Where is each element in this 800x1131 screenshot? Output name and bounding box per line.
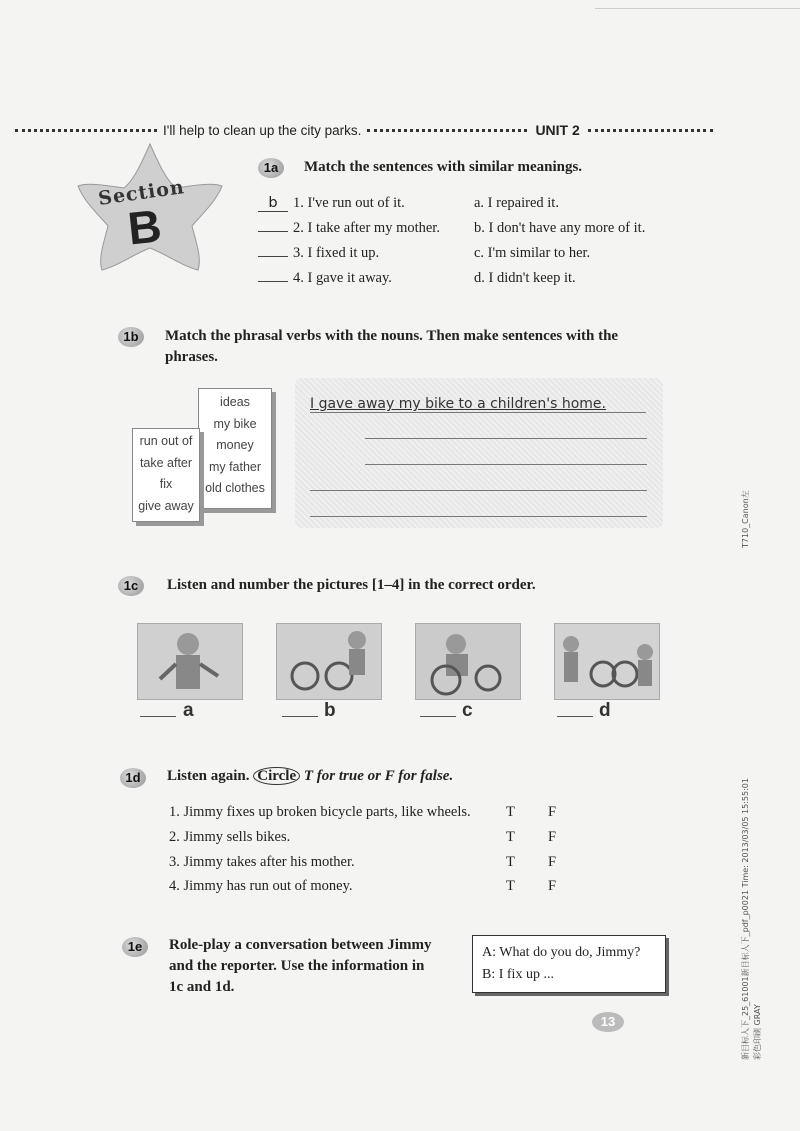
- instruction-1b-line2: phrases.: [165, 349, 218, 365]
- false-option-3[interactable]: F: [548, 854, 557, 870]
- badge-1d: 1d: [120, 768, 146, 788]
- badge-1a: 1a: [258, 158, 284, 178]
- noun: ideas: [220, 395, 250, 409]
- side-mark-3: 彩色印刷 GRAY: [753, 1004, 762, 1060]
- picture-b-label: b: [324, 700, 336, 721]
- phrasal-verb: fix: [159, 477, 173, 491]
- instruction-1e-line1: Role-play a conversation between Jimmy: [169, 937, 432, 953]
- picture-a-label: a: [183, 700, 194, 721]
- nouns-box: [198, 388, 272, 509]
- item-text: 2. I take after my mother.: [293, 220, 440, 236]
- instruction-1d-post: T for true or F for false.: [303, 768, 454, 784]
- true-option-2[interactable]: T: [506, 829, 515, 845]
- match-item-4: [258, 270, 392, 287]
- true-option-4[interactable]: T: [506, 878, 515, 894]
- statement-3: 3. Jimmy takes after his mother.: [169, 854, 355, 870]
- verbs-box: [132, 428, 200, 522]
- picture-d: [554, 623, 660, 700]
- dialog-line-a: A: What do you do, Jimmy?: [482, 945, 641, 960]
- phrasal-verb: run out of: [139, 434, 193, 448]
- picture-b-blank[interactable]: [282, 716, 318, 717]
- picture-d-blank[interactable]: [557, 716, 593, 717]
- match-option-c: c. I'm similar to her.: [474, 245, 591, 261]
- unit-label: UNIT 2: [535, 122, 580, 138]
- match-item-3: [258, 245, 379, 262]
- picture-a: [137, 623, 243, 700]
- section-b-star: [76, 142, 224, 274]
- answer-blank[interactable]: [258, 256, 288, 257]
- false-option-4[interactable]: F: [548, 878, 557, 894]
- instruction-1e-line2: and the reporter. Use the information in: [169, 958, 425, 974]
- instruction-1a: Match the sentences with similar meanings.: [304, 159, 583, 175]
- statement-1: 1. Jimmy fixes up broken bicycle parts, like wheels.: [169, 804, 471, 820]
- instruction-1d-pre: Listen again.: [167, 768, 250, 784]
- statement-2: 2. Jimmy sells bikes.: [169, 829, 291, 845]
- picture-d-label: d: [599, 700, 611, 721]
- page-number-text: 13: [600, 1014, 616, 1029]
- picture-c-label: c: [462, 700, 473, 721]
- match-item-1: [258, 195, 405, 212]
- match-item-2: [258, 220, 440, 237]
- answer-blank[interactable]: [258, 231, 288, 232]
- picture-c-blank[interactable]: [420, 716, 456, 717]
- match-option-b: b. I don't have any more of it.: [474, 220, 646, 236]
- item-text: 4. I gave it away.: [293, 270, 392, 286]
- answer-blank[interactable]: [258, 281, 288, 282]
- answer-blank[interactable]: b: [258, 195, 288, 212]
- side-mark-2: 新目标人下_25_61001新目标人下_pdf_p0021 Time: 2013/03/05 15:55:01: [741, 778, 750, 1060]
- writing-line[interactable]: [365, 438, 647, 439]
- section-letter: B: [125, 199, 164, 255]
- writing-line[interactable]: [310, 490, 647, 491]
- noun: my father: [208, 459, 262, 474]
- noun: my bike: [213, 416, 257, 431]
- top-rule: [595, 8, 800, 9]
- header-title: I'll help to clean up the city parks.: [163, 122, 362, 138]
- item-text: 3. I fixed it up.: [293, 245, 380, 261]
- true-option-1[interactable]: T: [506, 804, 515, 820]
- writing-line[interactable]: [310, 412, 646, 413]
- instruction-1b-line1: Match the phrasal verbs with the nouns. Then make sentences with the: [165, 328, 619, 344]
- picture-b: [276, 623, 382, 700]
- instruction-1e-line3: 1c and 1d.: [169, 979, 235, 995]
- writing-line[interactable]: [310, 516, 647, 517]
- true-option-3[interactable]: T: [506, 854, 515, 870]
- dialog-line-b: B: I fix up ...: [482, 967, 554, 982]
- page-header: [15, 122, 745, 140]
- example-sentence: I gave away my bike to a children's home.: [310, 396, 606, 412]
- statement-4: 4. Jimmy has run out of money.: [169, 878, 353, 894]
- match-option-a: a. I repaired it.: [474, 195, 559, 211]
- picture-a-blank[interactable]: [140, 716, 176, 717]
- badge-1c: 1c: [118, 576, 144, 596]
- item-text: 1. I've run out of it.: [293, 195, 405, 211]
- noun: money: [216, 438, 254, 452]
- dialog-box: [472, 935, 666, 993]
- instruction-1c: Listen and number the pictures [1–4] in the correct order.: [167, 577, 536, 593]
- writing-line[interactable]: [365, 464, 647, 465]
- side-mark-1: T710_Canon左: [741, 490, 750, 548]
- false-option-1[interactable]: F: [548, 804, 557, 820]
- instruction-1d: [167, 766, 453, 787]
- page-number: [592, 1012, 624, 1032]
- badge-1e: 1e: [122, 937, 148, 957]
- noun: old clothes: [205, 481, 265, 495]
- picture-c: [415, 623, 521, 700]
- false-option-2[interactable]: F: [548, 829, 557, 845]
- phrasal-verb: take after: [139, 455, 193, 470]
- match-option-d: d. I didn't keep it.: [474, 270, 576, 286]
- badge-1b: 1b: [118, 327, 144, 347]
- phrasal-verb: give away: [138, 498, 194, 513]
- section-word: Section: [96, 176, 186, 210]
- circle-word: Circle: [253, 767, 300, 785]
